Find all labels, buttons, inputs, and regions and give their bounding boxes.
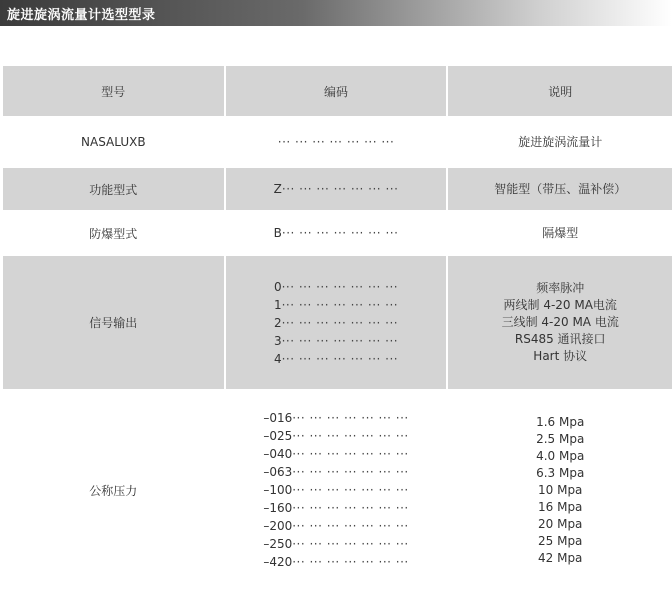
leader-dots: ··· ··· ··· ··· ··· ··· ···: [281, 182, 399, 196]
row-label: 防爆型式: [3, 212, 226, 256]
code-value: –420: [263, 555, 293, 569]
description-line: 20 Mpa: [538, 516, 583, 531]
description-line: 6.3 Mpa: [536, 465, 585, 480]
code-line: [263, 427, 408, 445]
description-line: 两线制 4-20 MA电流: [503, 298, 617, 312]
column-header: 编码: [226, 66, 449, 118]
description-line: 42 Mpa: [538, 550, 583, 565]
code-value: –100: [263, 483, 293, 497]
code-value: 4: [273, 351, 282, 366]
description-line: 隔爆型: [542, 225, 579, 240]
leader-dots: ··· ··· ··· ··· ··· ··· ···: [281, 315, 399, 330]
description-cell: [448, 168, 672, 212]
leader-dots: ··· ··· ··· ··· ··· ··· ···: [292, 465, 409, 479]
code-value: 2: [273, 315, 282, 330]
code-value: –063: [263, 465, 293, 479]
description-line: 1.6 Mpa: [536, 414, 585, 429]
description-list: [536, 414, 584, 567]
leader-dots: ··· ··· ··· ··· ··· ··· ···: [277, 135, 395, 149]
code-value: –250: [263, 537, 293, 551]
description-cell: [448, 391, 672, 591]
code-list: [274, 224, 399, 242]
description-line: 4.0 Mpa: [536, 448, 585, 463]
selection-table: [3, 66, 672, 591]
code-value: 3: [273, 333, 282, 348]
table-row: [3, 256, 672, 391]
code-value: –016: [263, 411, 293, 425]
code-line: [274, 180, 399, 198]
code-value: –200: [263, 519, 293, 533]
table-row: [3, 391, 672, 591]
description-cell: [448, 256, 672, 391]
leader-dots: ··· ··· ··· ··· ··· ··· ···: [281, 226, 399, 240]
code-value: B: [273, 226, 282, 240]
code-line: [274, 314, 398, 332]
description-line: 16 Mpa: [538, 499, 583, 514]
code-line: [274, 278, 398, 296]
page-title: 旋进旋涡流量计选型型录: [7, 8, 156, 23]
table-row: [3, 212, 672, 256]
description-list: [502, 280, 619, 365]
column-header: 说明: [448, 66, 672, 118]
description-line: Hart 协议: [533, 349, 588, 363]
description-line: 频率脉冲: [536, 281, 585, 295]
code-value: 0: [273, 279, 282, 294]
code-line: [263, 517, 408, 535]
code-value: –160: [263, 501, 293, 515]
code-value: Z: [273, 182, 282, 196]
leader-dots: ··· ··· ··· ··· ··· ··· ···: [281, 279, 399, 294]
code-line: [274, 224, 399, 242]
description-list: [542, 225, 578, 242]
description-list: [518, 134, 602, 151]
code-line: [263, 481, 408, 499]
description-line: 智能型（带压、温补偿）: [494, 181, 627, 196]
code-value: –040: [263, 447, 293, 461]
code-cell: [226, 212, 449, 256]
leader-dots: ··· ··· ··· ··· ··· ··· ···: [281, 333, 399, 348]
code-line: [263, 409, 408, 427]
header-bar: [0, 0, 672, 26]
code-line: [263, 463, 408, 481]
description-line: 旋进旋涡流量计: [518, 134, 603, 149]
description-list: [494, 181, 626, 198]
code-list: [263, 409, 408, 571]
description-line: 2.5 Mpa: [536, 431, 585, 446]
row-label: 功能型式: [3, 168, 226, 212]
code-cell: [226, 118, 449, 168]
code-line: [274, 296, 398, 314]
description-cell: [448, 118, 672, 168]
leader-dots: ··· ··· ··· ··· ··· ··· ···: [292, 447, 409, 461]
code-line: [274, 350, 398, 368]
code-line: [263, 445, 408, 463]
code-list: [274, 278, 398, 368]
table-header-row: [3, 66, 672, 118]
description-line: 三线制 4-20 MA 电流: [501, 315, 619, 329]
row-label: NASALUXB: [3, 118, 226, 168]
code-value: 1: [273, 297, 282, 312]
row-label: 信号输出: [3, 256, 226, 391]
code-line: [263, 553, 408, 571]
leader-dots: ··· ··· ··· ··· ··· ··· ···: [292, 501, 409, 515]
leader-dots: ··· ··· ··· ··· ··· ··· ···: [292, 429, 409, 443]
description-line: RS485 通讯接口: [514, 332, 606, 346]
leader-dots: ··· ··· ··· ··· ··· ··· ···: [292, 537, 409, 551]
code-cell: [226, 256, 449, 391]
leader-dots: ··· ··· ··· ··· ··· ··· ···: [292, 519, 409, 533]
row-label: 公称压力: [3, 391, 226, 591]
table-row: [3, 168, 672, 212]
leader-dots: ··· ··· ··· ··· ··· ··· ···: [281, 351, 399, 366]
code-cell: [226, 168, 449, 212]
code-cell: [226, 391, 449, 591]
code-value: –025: [263, 429, 293, 443]
column-header: 型号: [3, 66, 226, 118]
code-list: [274, 180, 399, 198]
code-line: [278, 133, 395, 151]
code-line: [263, 535, 408, 553]
code-line: [274, 332, 398, 350]
code-list: [278, 133, 395, 151]
description-line: 25 Mpa: [538, 533, 583, 548]
leader-dots: ··· ··· ··· ··· ··· ··· ···: [292, 555, 409, 569]
leader-dots: ··· ··· ··· ··· ··· ··· ···: [292, 411, 409, 425]
table-row: [3, 118, 672, 168]
leader-dots: ··· ··· ··· ··· ··· ··· ···: [281, 297, 399, 312]
description-cell: [448, 212, 672, 256]
code-line: [263, 499, 408, 517]
description-line: 10 Mpa: [538, 482, 583, 497]
leader-dots: ··· ··· ··· ··· ··· ··· ···: [292, 483, 409, 497]
